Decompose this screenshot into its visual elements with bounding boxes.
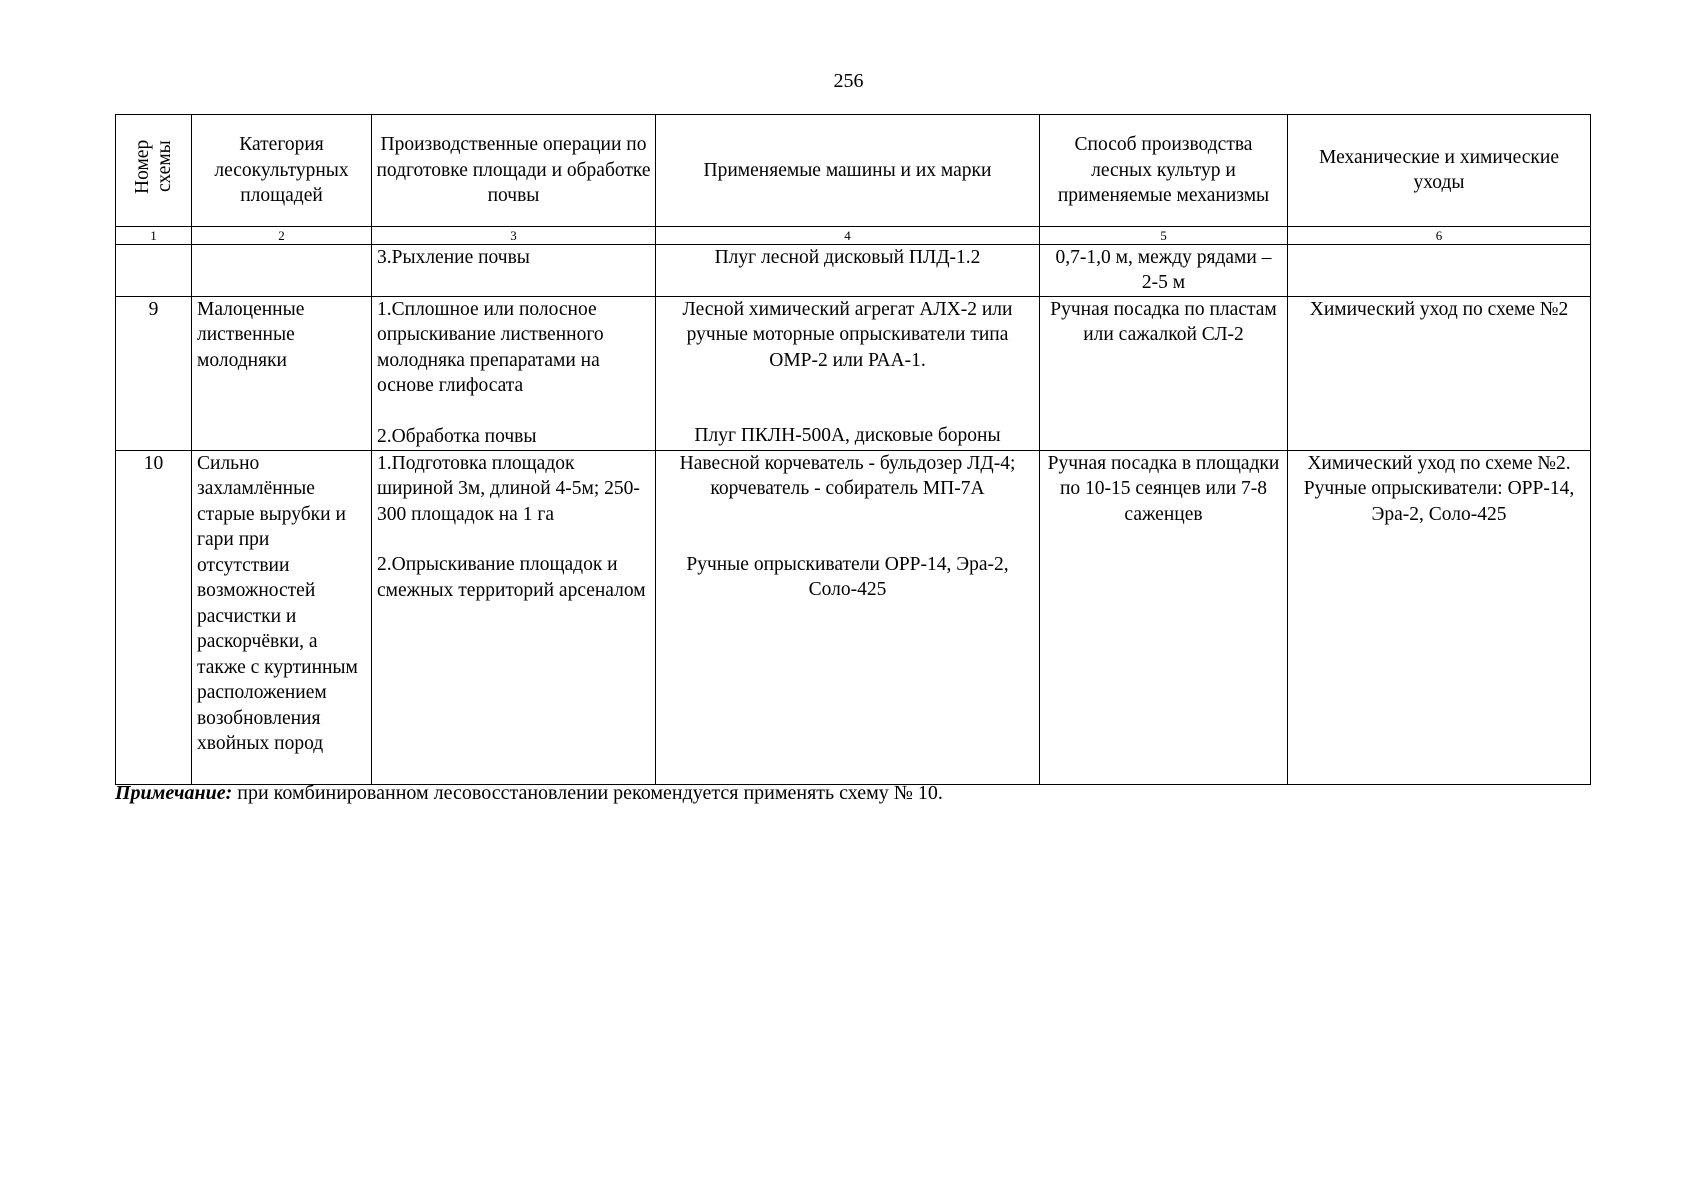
operation-text: 2.Опрыскивание площадок и смежных территорий арсеналом	[377, 554, 646, 601]
cell-machines	[656, 296, 1040, 450]
cell-method: Ручная посадка по пластам или сажалкой СЛ-2	[1040, 296, 1288, 450]
column-number: 5	[1040, 226, 1288, 244]
column-number: 1	[116, 226, 192, 244]
header-operations: Производственные операции по подготовке площади и обработке почвы	[372, 115, 656, 227]
cell-num: 9	[116, 296, 192, 450]
column-number: 4	[656, 226, 1040, 244]
machine-text: Ручные опрыскиватели ОРР-14, Эра-2, Соло-425	[686, 553, 1009, 600]
header-method: Способ производства лесных культур и применяемые механизмы	[1040, 115, 1288, 227]
header-machines: Применяемые машины и их марки	[656, 115, 1040, 227]
cell-num	[116, 244, 192, 296]
cell-method: Ручная посадка в площадки по 10-15 сеянцев или 7-8 саженцев	[1040, 450, 1288, 784]
operation-text: 2.Обработка почвы	[377, 425, 537, 447]
machine-text: Лесной химический агрегат АЛХ-2 или ручные моторные опрыскиватели типа ОМР-2 или РАА-1.	[682, 298, 1013, 371]
column-number: 6	[1288, 226, 1591, 244]
footnote-label: Примечание:	[115, 782, 233, 804]
page-number: 256	[833, 70, 864, 92]
machine-text: Плуг лесной дисковый ПЛД-1.2	[714, 246, 981, 268]
header-care: Механические и химические уходы	[1288, 115, 1591, 227]
column-number: 2	[192, 226, 372, 244]
operation-text: 3.Рыхление почвы	[377, 246, 530, 268]
footnote	[115, 780, 1595, 806]
cell-machines	[656, 244, 1040, 296]
footnote-text: при комбинированном лесовосстановлении рекомендуется применять схему № 10.	[232, 782, 943, 804]
header-row	[116, 115, 1591, 227]
cell-care	[1288, 244, 1591, 296]
cell-category: Сильно захламлённые старые вырубки и гари при отсутствии возможностей расчистки и раскорчёвки, а также с куртинным расположением возобновления хвойных пород	[192, 450, 372, 784]
header-scheme-number: Номер схемы	[116, 115, 192, 227]
column-number: 3	[372, 226, 656, 244]
cell-care: Химический уход по схеме №2	[1288, 296, 1591, 450]
column-number-row	[116, 226, 1591, 244]
cell-category: Малоценные лиственные молодняки	[192, 296, 372, 450]
cell-machines	[656, 450, 1040, 784]
table-row	[116, 296, 1591, 450]
operation-text: 1.Подготовка площадок шириной 3м, длиной 4-5м; 250-300 площадок на 1 га	[377, 452, 640, 525]
cell-operations	[372, 450, 656, 784]
cell-num: 10	[116, 450, 192, 784]
care-text: Химический уход по схеме №2.	[1307, 452, 1571, 474]
table-row	[116, 450, 1591, 784]
cell-method: 0,7-1,0 м, между рядами – 2-5 м	[1040, 244, 1288, 296]
machine-text: Навесной корчеватель - бульдозер ЛД-4; корчеватель - собиратель МП-7А	[679, 452, 1016, 499]
cell-care	[1288, 450, 1591, 784]
forestry-schemes-table	[115, 114, 1591, 785]
operation-text: 1.Сплошное или полосное опрыскивание лиственного молодняка препаратами на основе глифосата	[377, 298, 604, 396]
care-text: Ручные опрыскиватели: ОРР-14, Эра-2, Соло-425	[1303, 478, 1575, 525]
machine-text: Плуг ПКЛН-500А, дисковые бороны	[694, 425, 1001, 446]
header-category: Категория лесокультурных площадей	[192, 115, 372, 227]
cell-category	[192, 244, 372, 296]
cell-operations	[372, 244, 656, 296]
cell-operations	[372, 296, 656, 450]
table-row	[116, 244, 1591, 296]
